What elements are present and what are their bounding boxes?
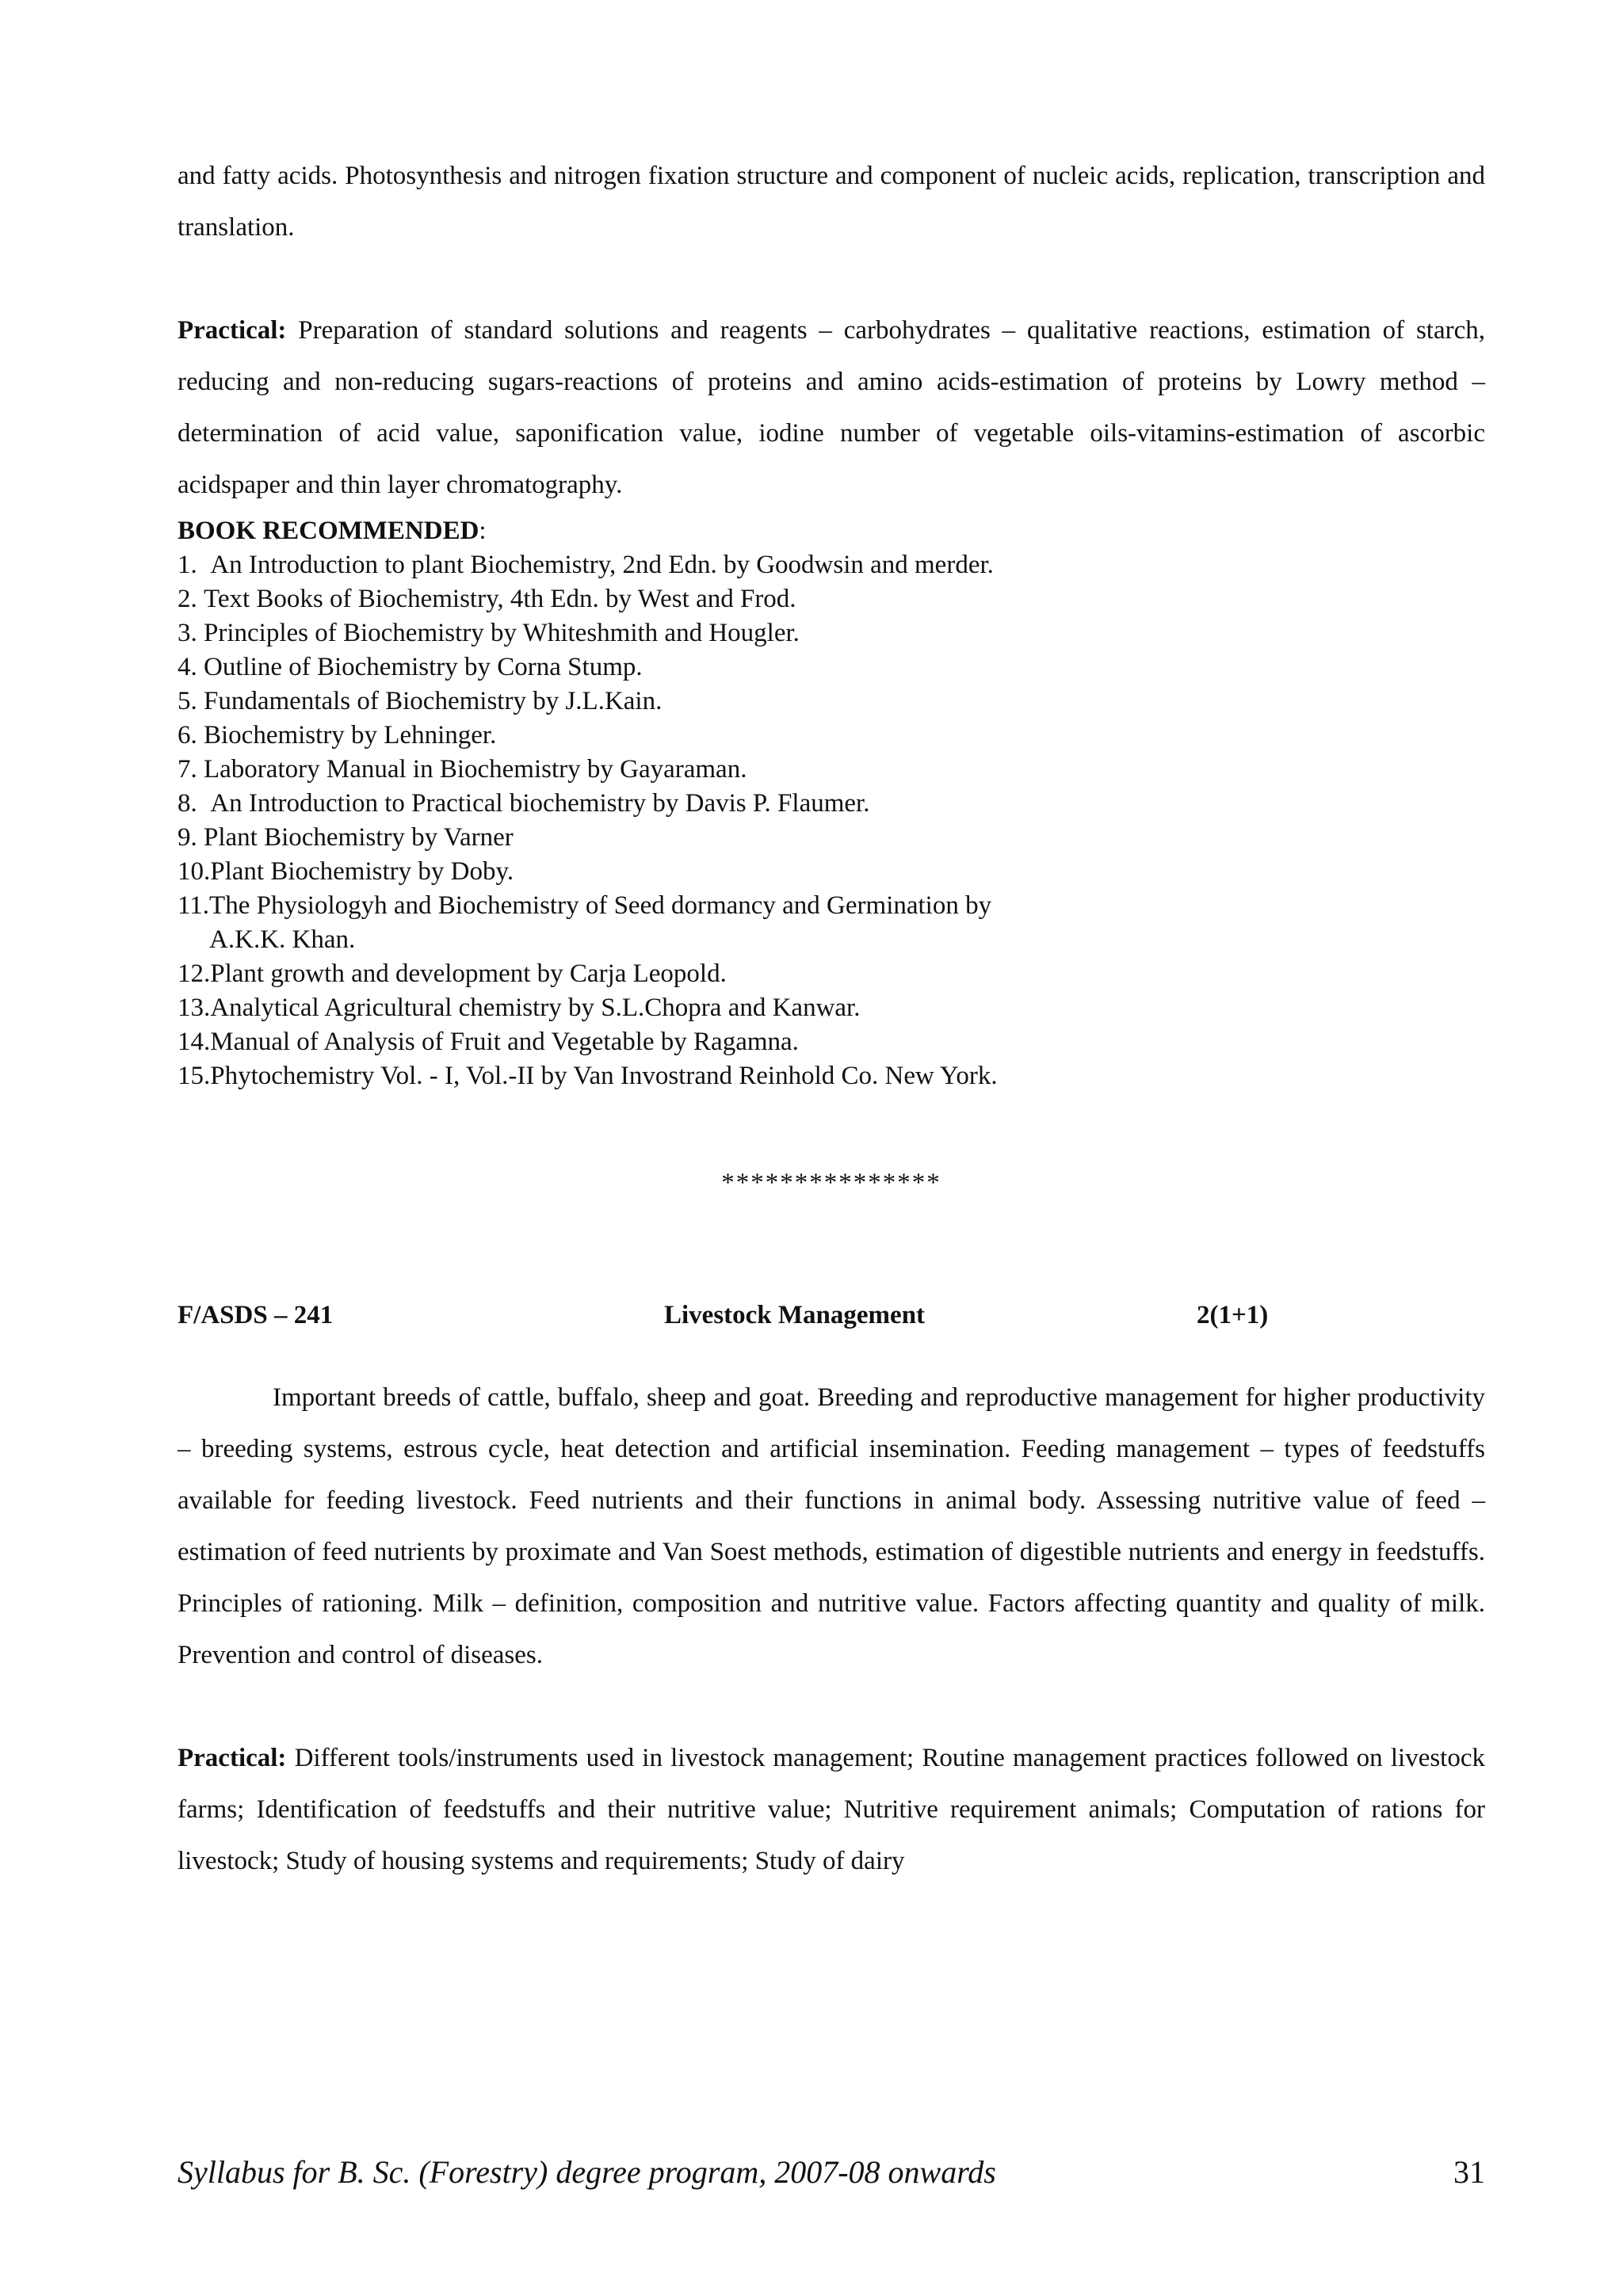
book-text: An Introduction to Practical biochemistry by Davis P. Flaumer. [210, 789, 870, 818]
book-text: Analytical Agricultural chemistry by S.L.Chopra and Kanwar. [210, 994, 861, 1022]
practical-text: Preparation of standard solutions and reagents – carbohydrates – qualitative reactions, estimation of starch, reducing and non-reducing sugars-reactions of proteins and amino acids-estimation of proteins by Lowry method – determination of acid value, saponification value, iodine number of vegetable oils-vitamins-estimation of ascorbic acidspaper and thin layer chromatography. [178, 316, 1485, 499]
book-text: An Introduction to plant Biochemistry, 2nd Edn. by Goodwsin and merder. [210, 551, 994, 579]
book-item [178, 1025, 1033, 1059]
book-text: Principles of Biochemistry by Whiteshmith and Hougler. [204, 619, 800, 647]
book-number: 10. [178, 857, 211, 886]
book-number: 7. [178, 755, 204, 784]
course-header [178, 1301, 1485, 1341]
book-number: 3. [178, 619, 204, 647]
book-number: 6. [178, 721, 204, 749]
book-text: Biochemistry by Lehninger. [204, 721, 497, 749]
book-item [178, 719, 1033, 753]
book-number: 13. [178, 994, 211, 1022]
book-item [178, 582, 1033, 616]
book-text: Manual of Analysis of Fruit and Vegetable by Ragamna. [210, 1028, 799, 1056]
book-item [178, 1059, 1033, 1093]
book-item [178, 889, 1033, 957]
book-item [178, 787, 1033, 821]
book-list [178, 548, 1033, 1093]
book-number: 1. [178, 551, 211, 579]
page-footer [178, 2153, 1485, 2191]
book-number: 5. [178, 687, 204, 715]
practical-paragraph [178, 305, 1485, 511]
book-number: 2. [178, 585, 204, 613]
section-separator: *************** [721, 1169, 941, 1197]
book-item [178, 685, 1033, 719]
book-number: 15. [178, 1062, 211, 1090]
course-credits: 2(1+1) [1197, 1301, 1269, 1329]
book-item [178, 991, 1033, 1025]
book-text: Outline of Biochemistry by Corna Stump. [204, 653, 643, 681]
book-text: Plant Biochemistry by Doby. [210, 857, 514, 886]
book-item [178, 650, 1033, 685]
course-practical-label: Practical: [178, 1744, 287, 1772]
book-text: The Physiologyh and Biochemistry of Seed dormancy and Germination by A.K.K. Khan. [209, 891, 992, 954]
practical-label: Practical: [178, 316, 287, 345]
book-item [178, 957, 1033, 991]
book-number: 4. [178, 653, 204, 681]
book-number: 14. [178, 1028, 211, 1056]
book-number: 12. [178, 959, 211, 988]
book-number: 11. [178, 891, 210, 920]
course-code: F/ASDS – 241 [178, 1301, 334, 1329]
book-item [178, 753, 1033, 787]
book-item [178, 855, 1033, 889]
course-practical-text: Different tools/instruments used in livestock management; Routine management practices followed on livestock farms; Identification of feedstuffs and their nutritive value; Nutritive requirement animals; Computation of rations for livestock; Study of housing systems and requirements; Study of dairy [178, 1744, 1485, 1875]
book-number: 9. [178, 823, 204, 852]
intro-paragraph: and fatty acids. Photosynthesis and nitrogen fixation structure and component of nucleic acids, replication, transcription and translation. [178, 162, 1485, 242]
book-text: Phytochemistry Vol. - I, Vol.-II by Van Invostrand Reinhold Co. New York. [210, 1062, 998, 1090]
course-title: Livestock Management [664, 1301, 926, 1329]
books-heading-colon: : [479, 517, 487, 545]
book-item [178, 821, 1033, 855]
books-heading: BOOK RECOMMENDED [178, 517, 479, 545]
page-content [178, 151, 1485, 1887]
book-text: Plant growth and development by Carja Leopold. [210, 959, 727, 988]
course-description: Important breeds of cattle, buffalo, sheep and goat. Breeding and reproductive management for higher productivity – breeding systems, estrous cycle, heat detection and artificial insemination. Feeding management – types of feedstuffs available for feeding livestock. Feed nutrients and their functions in animal body. Assessing nutritive value of feed – estimation of feed nutrients by proximate and Van Soest methods, estimation of digestible nutrients and energy in feedstuffs. Principles of rationing. Milk – definition, composition and nutritive value. Factors affecting quantity and quality of milk. Prevention and control of diseases. [178, 1383, 1485, 1669]
book-item [178, 616, 1033, 650]
spacer [178, 1341, 1485, 1372]
page-number: 31 [1453, 2154, 1485, 2190]
book-number: 8. [178, 789, 211, 818]
book-text: Fundamentals of Biochemistry by J.L.Kain. [204, 687, 663, 715]
book-text: Laboratory Manual in Biochemistry by Gayaraman. [204, 755, 747, 784]
book-item [178, 548, 1033, 582]
book-text: Plant Biochemistry by Varner [204, 823, 514, 852]
spacer [178, 1681, 1485, 1733]
course-practical-paragraph [178, 1733, 1485, 1887]
book-text: Text Books of Biochemistry, 4th Edn. by West and Frod. [204, 585, 796, 613]
spacer [178, 254, 1485, 305]
books-heading-row [178, 514, 1485, 548]
footer-text: Syllabus for B. Sc. (Forestry) degree program, 2007-08 onwards [178, 2154, 996, 2190]
